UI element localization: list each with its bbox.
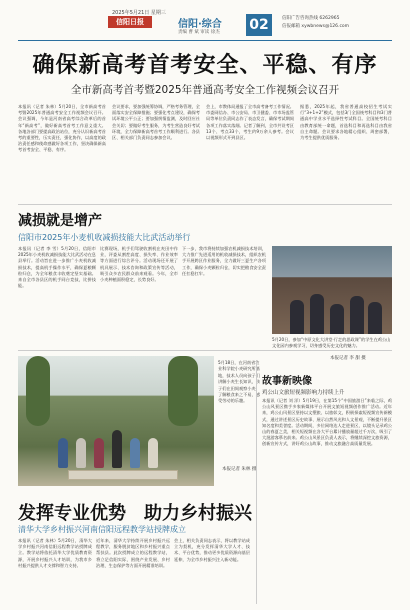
ad-hotline: 信阳广告咨询热线 6262965 xyxy=(282,16,340,21)
story2-divider xyxy=(18,350,392,351)
story1-col3: 会上，市教体局通报了全市高考备考工作情况。市委网信办、市公安局、市卫健委、市市场监管局等单位负责同志作了表态发言，确保考试期间各项工作落实落细。记者了解到，全市共设考区13个、考点33个，考生约9万余人参考。会议以视频形式开到县区。 xyxy=(206,104,294,141)
photo1-credit: 本报记者 李 甜 摄 xyxy=(330,356,366,361)
photo1-caption: 5月20日，参加“中原文化大讲堂·行走的思政课”的学生在鸡公山文化园内参观学习，切身感受历史文化的魅力。 xyxy=(272,337,391,348)
page-number: 02 xyxy=(246,14,272,36)
story4-subhead: 清华大学乡村振兴河南信阳远程教学站授牌成立 xyxy=(18,525,186,534)
date-line: 2025年5月21日 星期三 xyxy=(112,10,166,16)
story3-subhead: 鸡公山文旅短视频影响力持续上升 xyxy=(262,390,345,396)
photo2-credit: 本报记者 朱林 摄 xyxy=(222,467,257,472)
photo2-caption: 5月18日，在河南省农业科学院小麦研究所基地，技术人员向孩子们讲解小麦生长知识，孩子们在田间观察小麦，了解粮食来之不易，感受劳动的乐趣。 xyxy=(218,360,260,404)
story1-col4: 据悉，2025年起，我省普通高校招生考试实行“3+1+2”模式，包括3门全国统考科目和3门普通高中学业水平选择性考试科目。全国统考科目由教育部统一命题，首选科目和再选科目由我省自主命题。会议要求各地精心组织、周密部署，为考生提供优质服务。 xyxy=(300,104,392,141)
photo-wheat-field-children xyxy=(18,356,214,486)
story2-subhead: 信阳市2025年小麦机收减损技能大比武活动举行 xyxy=(18,233,191,242)
story3-headline: 故事新映像 xyxy=(262,376,312,387)
story2-col2: 比赛现场，机手们驾驶收割机在麦田中作业，评委从割茬高度、损失率、作业效率等方面进行综合评分。活动现场还开展了机具展示、技术咨询和政策宣传等活动，吸引众多农民群众前来观看。今年，全市小麦种植面积稳定，长势良好。 xyxy=(100,246,178,283)
news-email: 信报邮箱 xywbnews@126.com xyxy=(282,24,350,29)
story2-headline: 减损就是增产 xyxy=(18,213,102,229)
header-divider xyxy=(18,40,392,41)
story4-col3: 会上，相关负责同志表示，将以教学站成立为契机，充分发挥清华大学人才、技术、平台优势，推动更多优质资源向基层延伸，为全市乡村振兴注入新动能。 xyxy=(174,538,250,562)
section-title: 信阳·综合 xyxy=(178,19,222,30)
masthead-logo: 信阳日报 xyxy=(108,16,152,28)
column-divider xyxy=(256,360,257,604)
story1-subhead: 全市新高考首考暨2025年普通高考安全工作视频会议召开 xyxy=(70,84,340,96)
photo-students-visit xyxy=(272,246,392,334)
story1-divider xyxy=(18,204,392,205)
story4-headline: 发挥专业优势 助力乡村振兴 xyxy=(18,503,252,524)
story3-body: 本报讯（记者 刘 洋）5月19日，在第15个“中国旅游日”来临之际，鸡公山风景区携手多家新媒体平台开展文旅短视频创作推广活动。近年来，鸡公山风景区坚持以文塑旅、以旅彰文，积极探索短视频宣传新模式，通过讲述景区历史故事、展示自然风光和人文景观，不断提升景区知名度和美誉度。活动期间，多位网络达人走进景区，以镜头记录鸡公山的春夏之美，相关短视频在各大平台累计播放量超过千万次，吸引了大批游客慕名前来。鸡公山风景区负责人表示，将继续深挖文旅资源，创新宣传方式，讲好鸡公山故事，推动文旅融合高质量发展。 xyxy=(262,398,392,447)
story1-col1: 本报讯（记者 朱林）5月20日，全市新高考首考暨2025年普通高考安全工作视频会议召开。会议强调，今年是河南省高考综合改革后的首年“新高考”，做好新高考首考工作意义重大。各地各部门要提高政治站位，充分认识新高考首考的重要性，压实责任，强化协作，以高度的政治责任感和使命感做好各项工作，坚决确保新高考首考安全、平稳、有序。 xyxy=(18,104,106,153)
story2-col1: 本报讯（记者 李 雪）5月20日，信阳市2025年小麦机收减损技能大比武活动在息县举行。活动旨在进一步推广小麦机收减损技术，提高机手操作水平，确保夏粮颗粒归仓，为全年粮食丰收奠定坚实基础。来自全市各县区的机手同台竞技，比拼技能。 xyxy=(18,246,96,289)
story2-col3: 下一步，我市将持续加强农机减损技术培训，大力推广先进适用的机收减损技术，组织农机手开展跨区作业服务，全力做好三夏生产各项工作，确保小麦颗粒归仓，切实把粮食安全责任扛稳扛牢。 xyxy=(182,246,266,276)
editor-line: 责编 曹 斌 审读 徐杰 xyxy=(178,30,220,35)
story4-col2: 近年来，清华大学持续开展乡村振兴远程教学，服务脱贫地区和乡村振兴重点帮扶县。此次授牌成立的远程教学站，将立足信阳实际，围绕产业发展、乡村治理、生态保护等方面开展精准培训。 xyxy=(96,538,170,568)
story4-col1: 本报讯（记者 朱林）5月20日，清华大学乡村振兴河南信阳远程教学站授牌成立。教学站将依托清华大学优质教育资源，开展乡村振兴人才培训，为我市乡村振兴提供人才支撑和智力支持。 xyxy=(18,538,92,568)
story1-col2: 会议要求，要加强统筹协调，严格考务管理，全面落实安全保障措施；要强化考点建设，确保考试环境公平公正；要加强舆情监测，及时回应社会关切；要做好考生服务，为考生营造良好考试环境，全力保障新高考首考工作顺利进行。各县区、相关部门负责同志参加会议。 xyxy=(112,104,200,141)
story1-headline: 确保新高考首考安全、平稳、有序 xyxy=(32,53,378,78)
